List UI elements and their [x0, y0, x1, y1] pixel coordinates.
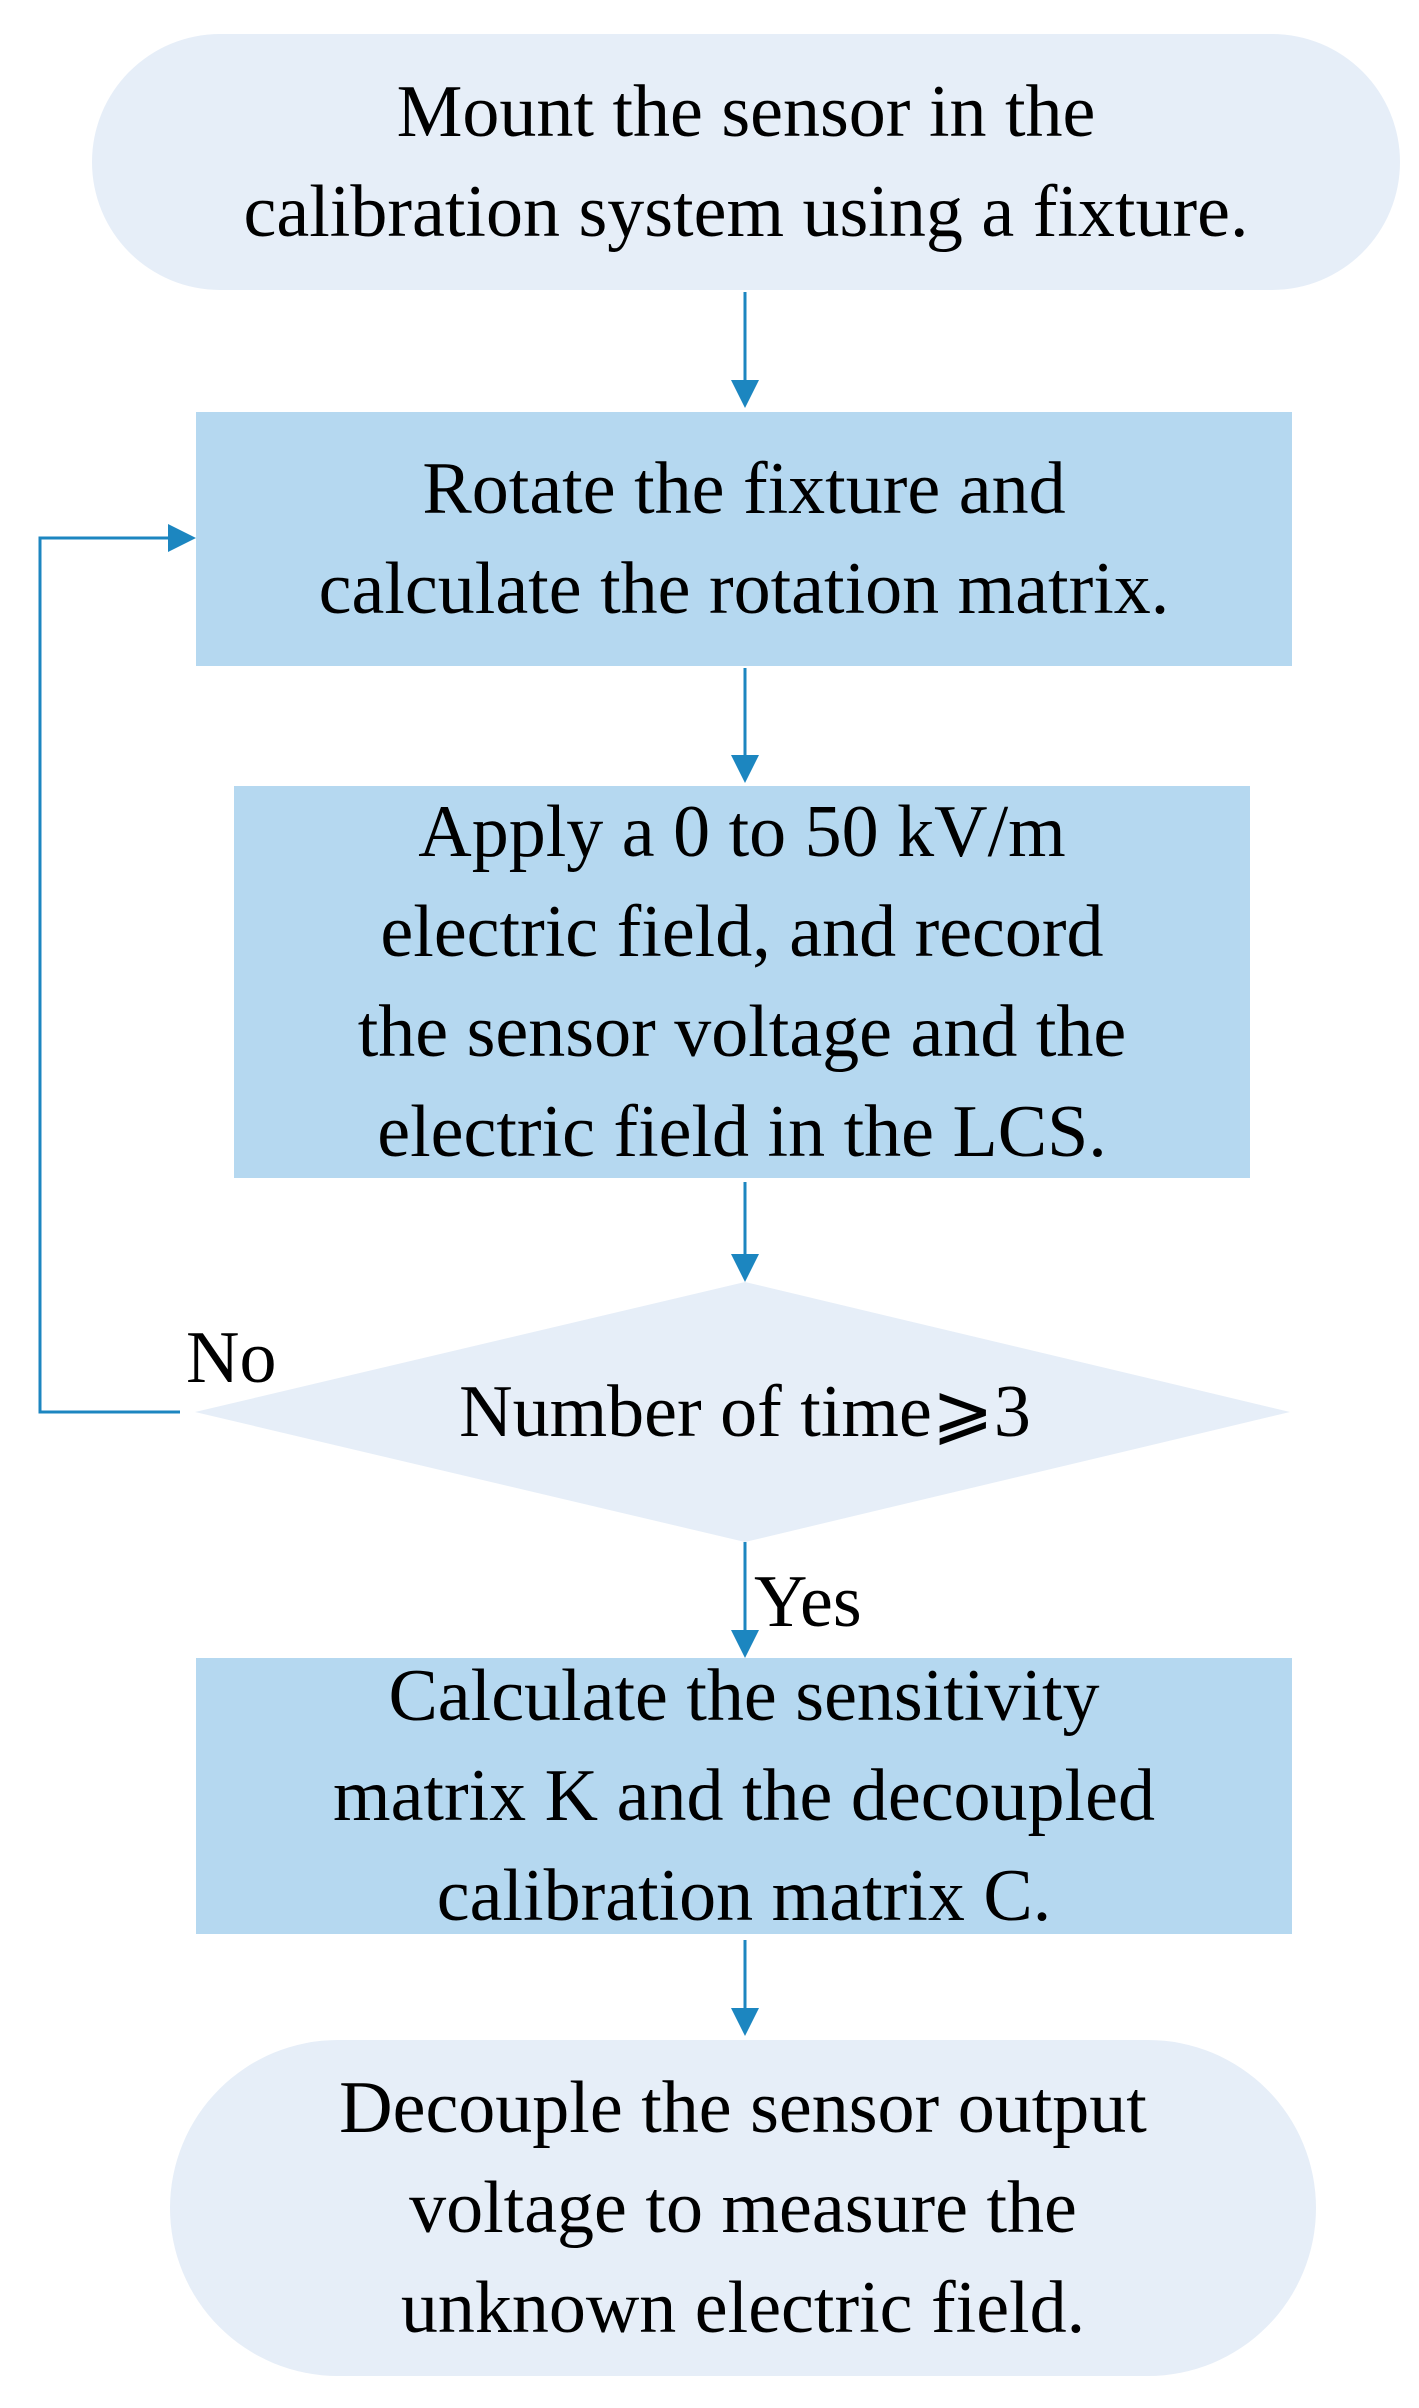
apply-text: Apply a 0 to 50 kV/m electric field, and record the sensor voltage and the electric field in the LCS. [357, 791, 1127, 1173]
no-label: No [186, 1317, 277, 1399]
start-text: Mount the sensor in the calibration system using a fixture. [243, 71, 1249, 253]
calculate-text: Calculate the sensitivity matrix K and the decoupled calibration matrix C. [333, 1655, 1155, 1937]
decision-text: Number of time⩾3 [459, 1371, 1031, 1453]
arrowhead-rotate-to-apply [731, 755, 759, 783]
arrowhead-start-to-rotate [731, 380, 759, 408]
calculate-process [196, 1655, 1292, 1937]
rotate-text: Rotate the fixture and calculate the rotation matrix. [318, 448, 1170, 630]
yes-label: Yes [754, 1561, 862, 1643]
arrowhead-calculate-to-end [731, 2008, 759, 2036]
arrowhead-decision-no-loop [168, 524, 196, 552]
start-terminal [92, 34, 1400, 290]
apply-process [234, 786, 1250, 1178]
end-terminal [170, 2040, 1316, 2376]
arrowhead-apply-to-decision [731, 1254, 759, 1282]
edge-decision-no-loop [40, 538, 180, 1412]
end-text: Decouple the sensor output voltage to measure the unknown electric field. [339, 2067, 1147, 2349]
rotate-process [196, 412, 1292, 666]
